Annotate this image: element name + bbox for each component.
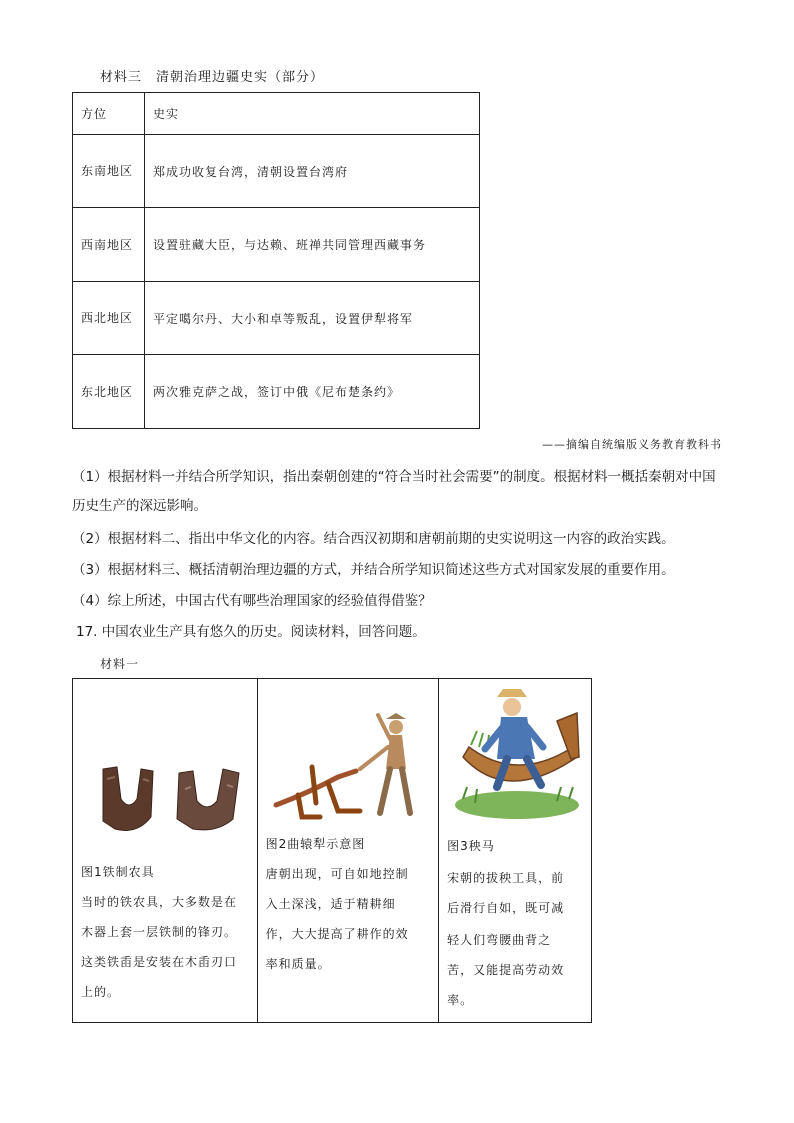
figure-2-line: 率和质量。 xyxy=(265,957,331,971)
row-fact: 两次雅克萨之战，签订中俄《尼布楚条约》 xyxy=(145,355,480,429)
figure-3-line: 轻人们弯腰曲背之 xyxy=(447,933,552,947)
iron-tool-icon xyxy=(93,759,253,839)
figure-1-line: 当时的铁农具，大多数是在 xyxy=(81,895,238,909)
source-citation: ——摘编自统编版义务教育教科书 xyxy=(542,438,722,451)
figure-3-line: 后滑行自如，既可减 xyxy=(447,901,565,915)
figure-cell-2 xyxy=(257,679,439,1023)
table-row xyxy=(73,355,480,429)
history-table xyxy=(72,92,480,429)
question-4: （4）综上所述，中国古代有哪些治理国家的经验值得借鉴？ xyxy=(72,593,432,609)
agriculture-figure-table xyxy=(72,678,592,1023)
figure-cell-1 xyxy=(73,679,258,1023)
figure-cell-3 xyxy=(439,679,592,1023)
figure-1-line: 这类铁臿是安装在木臿刃口 xyxy=(81,955,238,969)
figure-2-title: 图2曲辕犁示意图 xyxy=(265,837,366,851)
row-region: 西南地区 xyxy=(73,208,145,282)
question-2: （2）根据材料二、指出中华文化的内容。结合西汉初期和唐朝前期的史实说明这一内容的政治实践。 xyxy=(72,531,675,547)
question-1: （1）根据材料一并结合所学知识，指出秦朝创建的“符合当时社会需要”的制度。根据材料一概括秦朝对中国历史生产的深远影响。 xyxy=(72,469,716,514)
figure-1-line: 上的。 xyxy=(81,985,121,999)
plow-icon xyxy=(268,707,433,827)
seedling-boat-icon xyxy=(447,687,587,827)
figure-2-line: 入土深浅，适于精耕细 xyxy=(265,897,396,911)
figure-3-line: 率。 xyxy=(447,993,474,1007)
table-row xyxy=(73,282,480,355)
row-fact: 平定噶尔丹、大小和卓等叛乱，设置伊犁将军 xyxy=(145,282,480,355)
question-17: 17. 中国农业生产具有悠久的历史。阅读材料，回答问题。 xyxy=(76,624,426,640)
header-fact: 史实 xyxy=(145,93,480,135)
header-region: 方位 xyxy=(73,93,145,135)
figure-1-line: 木器上套一层铁制的锋刃。 xyxy=(81,925,238,939)
row-fact: 郑成功收复台湾，清朝设置台湾府 xyxy=(145,135,480,208)
row-fact: 设置驻藏大臣，与达赖、班禅共同管理西藏事务 xyxy=(145,208,480,282)
figure-1-title: 图1铁制农具 xyxy=(81,865,155,879)
table-row xyxy=(73,208,480,282)
row-region: 东北地区 xyxy=(73,355,145,429)
row-region: 东南地区 xyxy=(73,135,145,208)
figure-3-title: 图3秧马 xyxy=(447,839,495,853)
table-header-row xyxy=(73,93,480,135)
material1-caption: 材料一 xyxy=(100,657,140,671)
table-row xyxy=(73,135,480,208)
figure-2-line: 唐朝出现，可自如地控制 xyxy=(265,867,409,881)
figure-2-line: 作，大大提高了耕作的效 xyxy=(265,927,409,941)
material3-caption: 材料三 清朝治理边疆史实（部分） xyxy=(100,70,325,85)
question-3: （3）根据材料三、概括清朝治理边疆的方式，并结合所学知识简述这些方式对国家发展的重要作用。 xyxy=(72,562,675,578)
figure-3-line: 宋朝的拔秧工具，前 xyxy=(447,871,565,885)
figure-3-line: 苦，又能提高劳动效 xyxy=(447,963,565,977)
row-region: 西北地区 xyxy=(73,282,145,355)
